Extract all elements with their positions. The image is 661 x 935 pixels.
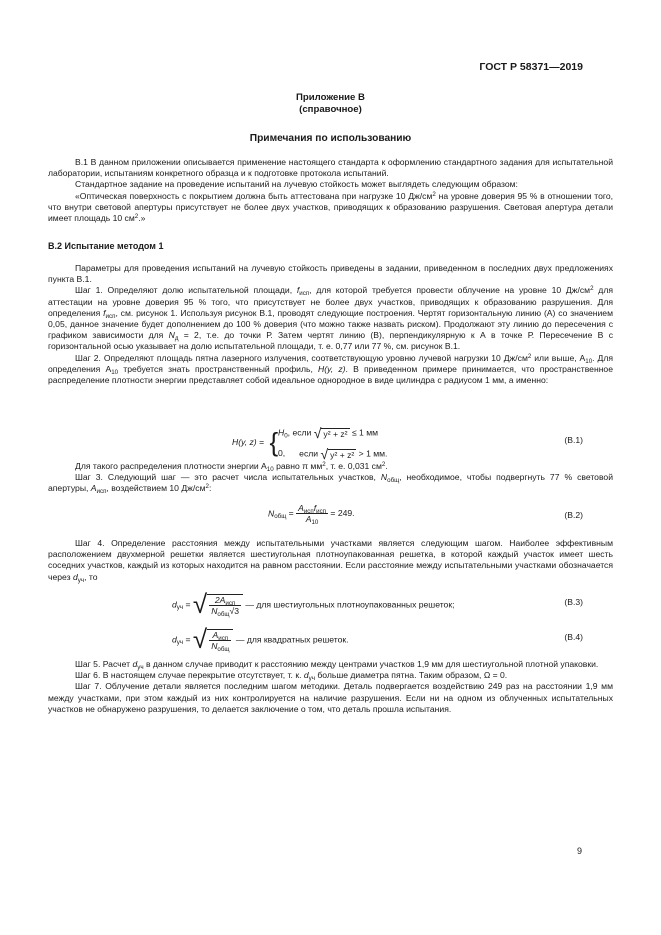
equation-b2: $N_{общ}$ = $\frac{A_{исп}f_{исп}}{A_{10}}$ = 249. bbox=[268, 503, 355, 526]
intro-paragraph: Стандартное задание на проведение испытаний на лучевую стойкость может выглядеть следующим образом: bbox=[75, 179, 518, 190]
equation-b4: $d_{уч}$ = √ $\frac{A_{исп}}{N_{общ}}$ — для квадратных решеток. bbox=[172, 624, 349, 654]
step-4-block bbox=[48, 538, 613, 583]
equation-number: (В.2) bbox=[564, 510, 583, 520]
quote-paragraph: «Оптическая поверхность с покрытием должна быть аттестована при нагрузке 10 $Дж/см^2$ на уровне доверия 95 % в отношении того, что внутри световой апертуры присутствует не более двух участков, приводящих к образованию разрушения. Световая апертура детали имеет площадь 10 $см^2$.» bbox=[48, 190, 613, 224]
step-4: Шаг 4. Определение расстояния между испытательными участками является следующим шагом. Наиболее эффективным расположением двухмерной решетки является шестиугольная плотноупакованная решетка, в которой каждый участок имеет шесть соседних участков, каждый из которых находится на равном расстоянии. Если расстояние между испытательными участками обозначается через $d_{уч}$, то bbox=[48, 538, 613, 584]
equation-b3: $d_{уч}$ = √ $\frac{2A_{исп}}{N_{общ}√3}$ — для шестиугольных плотноупакованных решеток; bbox=[172, 589, 455, 619]
step-3: Шаг 3. Следующий шаг — это расчет числа испытательных участков, $N_{общ}$, необходимое, чтобы подвергнуть 77 % световой апертуры, $A_{исп}$, воздействием 10 $Дж/см^2$: bbox=[48, 472, 613, 496]
appendix-kind: (справочное) bbox=[299, 104, 362, 115]
section-heading: В.2 Испытание методом 1 bbox=[48, 241, 164, 251]
appendix-label: Приложение В bbox=[296, 92, 365, 103]
step-1: Шаг 1. Определяют долю испытательной площади, $f_{исп}$, для которой требуется провести облучение на уровне 10 $Дж/см^2$ для аттестации на уровне доверия 95 % того, что присутствует не более двух участков, приводящих к образованию разрушения. Для определения $f_{исп}$, см. рисунок 1. Используя рисунок В.1, проводят следующие построения. Чертят горизонтальную линию (А) со значением 0,05, данное значение будет дополнением до 100 % доверия (что можно также назвать риском). Продолжают эту линию до пересечения с графиком зависимости для $N_д = 2$, т.е. до точки Р. Затем чертят линию (В), перпендикулярную к А в точке Р. Пересечение В с горизонтальной осью указывает на долю испытательной площади, т. е. 0,77 или 77 %, см. рисунок В.1. bbox=[48, 285, 614, 352]
intro-block bbox=[48, 157, 613, 224]
equation-b1-case2: 0, если √ y² + z² > 1 мм. bbox=[278, 446, 388, 462]
energy-distribution-note: Для такого распределения плотности энергии $A_{10}$ равно π $мм^2$, т. е. 0,031 $см^2$. bbox=[75, 461, 388, 473]
steps-5-7 bbox=[48, 659, 613, 715]
after-eq1 bbox=[48, 461, 613, 495]
appendix-title: Примечания по использованию bbox=[249, 133, 412, 144]
step-5: Шаг 5. Расчет $d_{уч}$ в данном случае приводит к расстоянию между центрами участков 1,9 мм для шестиугольной плотной упаковки. bbox=[75, 659, 599, 671]
section-b2-body bbox=[48, 263, 613, 386]
step-2: Шаг 2. Определяют площадь пятна лазерного излучения, соответствующую уровню лучевой нагрузки 10 $Дж/см^2$ или выше, $A_{10}$. Для определения $A_{10}$ требуется знать пространственный профиль, H(y, z). В приведенном примере принимается, что пространственное распределение плотности энергии представляет собой идеальное однородное в виде цилиндра с радиусом 1 мм, а именно: bbox=[48, 352, 613, 386]
page-number: 9 bbox=[576, 846, 582, 856]
step-7: Шаг 7. Облучение детали является последним шагом методики. Деталь подвергается воздействию 249 раз на расстоянии 1,9 мм между участками, при этом каждый из них контролируется на наличие разрушения. Если ни на одном из облученных испытательных участков не обнаружено разрушения, то делается заключение о том, что деталь прошла испытания. bbox=[48, 681, 613, 714]
intro-paragraph: В.1 В данном приложении описывается применение настоящего стандарта к оформлению стандартного задания для испытательной лаборатории, испытаниям конкретного образца и к подготовке протокола испытаний. bbox=[48, 157, 613, 179]
step-6: Шаг 6. В настоящем случае перекрытие отсутствует, т. к. $d_{уч}$ больше диаметра пятна. Таким образом, Ω = 0. bbox=[75, 670, 508, 683]
equation-b1: H(y, z) = { bbox=[232, 427, 279, 457]
paragraph-params: Параметры для проведения испытаний на лучевую стойкость приведены в задании, приведенном в последних двух предложениях пункта В.1. bbox=[48, 263, 613, 285]
equation-b1-case1: $H_0$, если √ y² + z² ≤ 1 мм bbox=[278, 425, 379, 441]
standard-code: ГОСТ Р 58371—2019 bbox=[479, 61, 583, 73]
equation-number: (В.1) bbox=[564, 435, 583, 445]
equation-number: (В.4) bbox=[564, 632, 583, 642]
equation-number: (В.3) bbox=[564, 597, 583, 607]
